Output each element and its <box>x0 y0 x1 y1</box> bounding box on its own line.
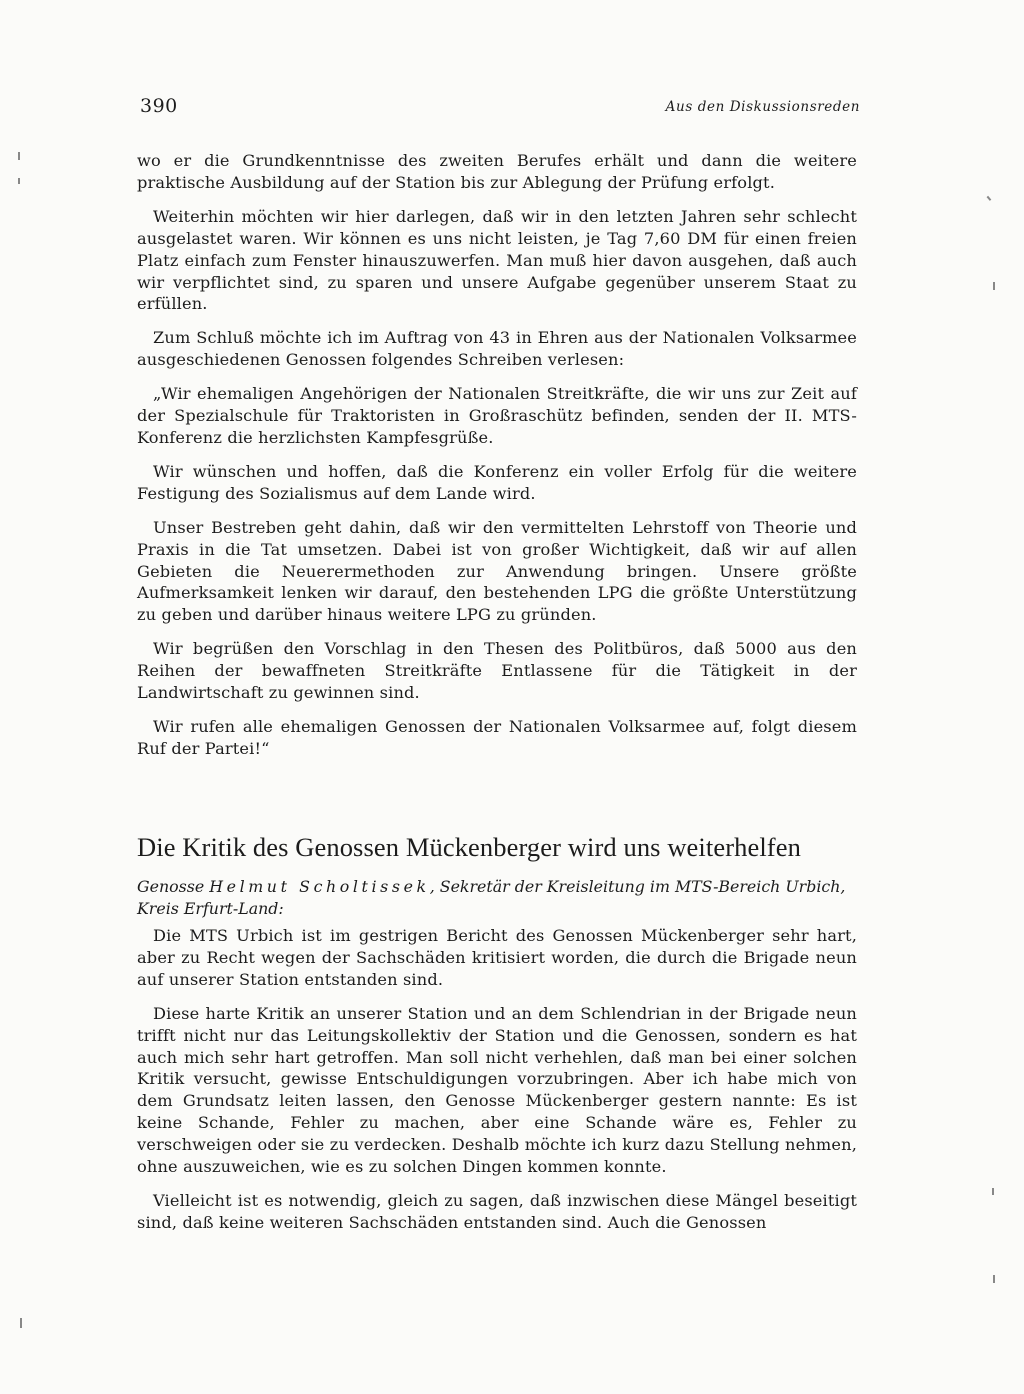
paragraph: Weiterhin möchten wir hier darlegen, daß wir in den letzten Jahren sehr schlecht ausgelastet waren. Wir können es uns nicht leisten, je Tag 7,60 DM für einen freien Platz einfach zum Fenster hinauszuwerfen. Man muß hier davon ausgehen, daß auch wir verpflichtet sind, zu sparen und unsere Aufgabe gegenüber unserem Staat zu erfüllen. <box>137 206 857 314</box>
paragraph: Die MTS Urbich ist im gestrigen Bericht des Genossen Mückenberger sehr hart, aber zu Recht wegen der Sachschäden kritisiert worden, die durch die Brigade neun auf unserer Station entstanden sind. <box>137 926 857 989</box>
paragraph: Wir begrüßen den Vorschlag in den Thesen des Politbüros, daß 5000 aus den Reihen der bewaffneten Streitkräfte Entlassene für die Tätigkeit in der Landwirtschaft zu gewinnen sind. <box>137 639 857 703</box>
page-header <box>140 95 860 125</box>
paragraph: wo er die Grundkenntnisse des zweiten Berufes erhält und dann die weitere praktische Ausbildung auf der Station bis zur Ablegung der Prüfung erfolgt. <box>137 151 857 192</box>
section-title: Die Kritik des Genossen Mückenberger wird uns weiterhelfen <box>137 832 801 862</box>
scan-speck <box>993 282 995 290</box>
scan-speck <box>987 196 991 201</box>
paragraph: „Wir ehemaligen Angehörigen der Nationalen Streitkräfte, die wir uns zur Zeit auf der Spezialschule für Traktoristen in Großraschütz befinden, senden der II. MTS-Konferenz die herzlichsten Kampfesgrüße. <box>137 384 857 447</box>
speaker-attribution <box>137 876 857 920</box>
paragraph: Vielleicht ist es notwendig, gleich zu sagen, daß inzwischen diese Mängel beseitigt sind, daß keine weiteren Sachschäden entstanden sind. Auch die Genossen <box>137 1190 857 1232</box>
scan-speck <box>18 152 20 160</box>
scan-speck <box>20 1318 22 1328</box>
paragraph: Unser Bestreben geht dahin, daß wir den vermittelten Lehrstoff von Theorie und Praxis in die Tat umsetzen. Dabei ist von großer Wichtigkeit, daß wir auf allen Gebieten die Neuerermethoden zur Anwendung bringen. Unsere größte Aufmerksamkeit lenken wir darauf, den bestehenden LPG die größte Unterstützung zu geben und darüber hinaus weitere LPG zu gründen. <box>137 517 857 625</box>
paragraph: Zum Schluß möchte ich im Auftrag von 43 in Ehren aus der Nationalen Volksarmee ausgeschiedenen Genossen folgendes Schreiben verlesen: <box>137 328 857 370</box>
paragraph: Diese harte Kritik an unserer Station und an dem Schlendrian in der Brigade neun trifft nicht nur das Leitungskollektiv der Station und die Genossen, sondern es hat auch mich sehr hart getroffen. Man soll nicht verhehlen, daß man bei einer solchen Kritik versucht, gewisse Entschuldigungen vorzubringen. Aber ich habe mich von dem Grundsatz leiten lassen, den Genosse Mückenberger gestern nannte: Es ist keine Schande, Fehler zu machen, aber eine Schande wäre es, Fehler zu verschweigen oder sie zu verdecken. Deshalb möchte ich kurz dazu Stellung nehmen, ohne auszuweichen, wie es zu solchen Dingen kommen konnte. <box>137 1003 857 1177</box>
scan-speck <box>993 1275 995 1283</box>
paragraph: Wir wünschen und hoffen, daß die Konferenz ein voller Erfolg für die weitere Festigung des Sozialismus auf dem Lande wird. <box>137 461 857 503</box>
body-text-top <box>137 150 857 772</box>
running-head: Aus den Diskussionsreden <box>665 99 860 115</box>
scan-speck <box>18 178 20 184</box>
speaker-role: , Sekretär der Kreisleitung im MTS-Bereich Urbich, Kreis Erfurt-Land: <box>137 877 846 918</box>
scan-speck <box>992 1188 994 1195</box>
page-number: 390 <box>140 95 178 117</box>
speaker-prefix: Genosse <box>137 877 205 896</box>
speaker-name: Helmut Scholtissek <box>209 877 430 896</box>
paragraph: Wir rufen alle ehemaligen Genossen der Nationalen Volksarmee auf, folgt diesem Ruf der Partei!“ <box>137 716 857 758</box>
body-text-bottom <box>137 925 857 1246</box>
